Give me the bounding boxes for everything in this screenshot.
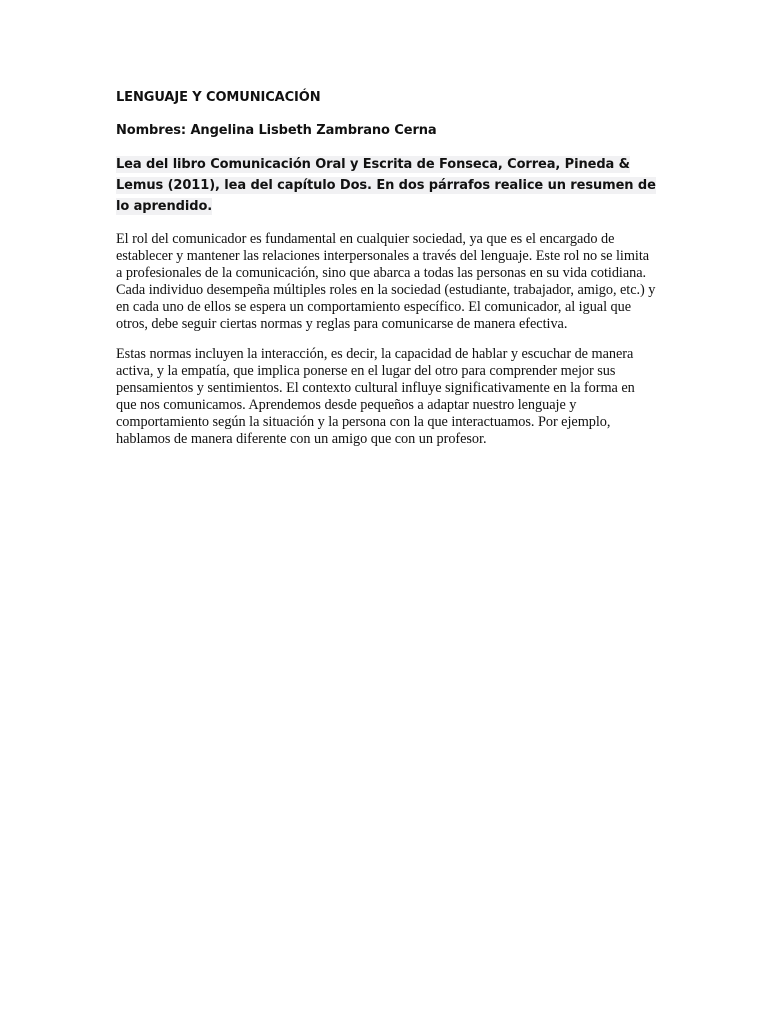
- summary-paragraph-2: Estas normas incluyen la interacción, es decir, la capacidad de hablar y escuchar de manera activa, y la empatía, que implica ponerse en el lugar del otro para comprender mejor sus pensamientos y sentimientos. El contexto cultural influye significativamente en la forma en que nos comunicamos. Aprendemos desde pequeños a adaptar nuestro lenguaje y comportamiento según la situación y la persona con la que interactuamos. Por ejemplo, hablamos de manera diferente con un amigo que con un profesor.: [116, 346, 635, 447]
- document-body: [116, 88, 656, 461]
- assignment-instruction: [116, 154, 656, 217]
- author-names: Nombres: Angelina Lisbeth Zambrano Cerna: [116, 123, 437, 138]
- instruction-highlight: Lea del libro Comunicación Oral y Escrita de Fonseca, Correa, Pineda & Lemus (2011), lea del capítulo Dos. En dos párrafos realice un resumen de lo aprendido.: [116, 157, 656, 214]
- summary-paragraph-1: El rol del comunicador es fundamental en cualquier sociedad, ya que es el encargado de establecer y mantener las relaciones interpersonales a través del lenguaje. Este rol no se limita a profesionales de la comunicación, sino que abarca a todas las personas en su vida cotidiana. Cada individuo desempeña múltiples roles en la sociedad (estudiante, trabajador, amigo, etc.) y en cada uno de ellos se espera un comportamiento específico. El comunicador, al igual que otros, debe seguir ciertas normas y reglas para comunicarse de manera efectiva.: [116, 231, 656, 332]
- document-title: LENGUAJE Y COMUNICACIÓN: [116, 90, 321, 105]
